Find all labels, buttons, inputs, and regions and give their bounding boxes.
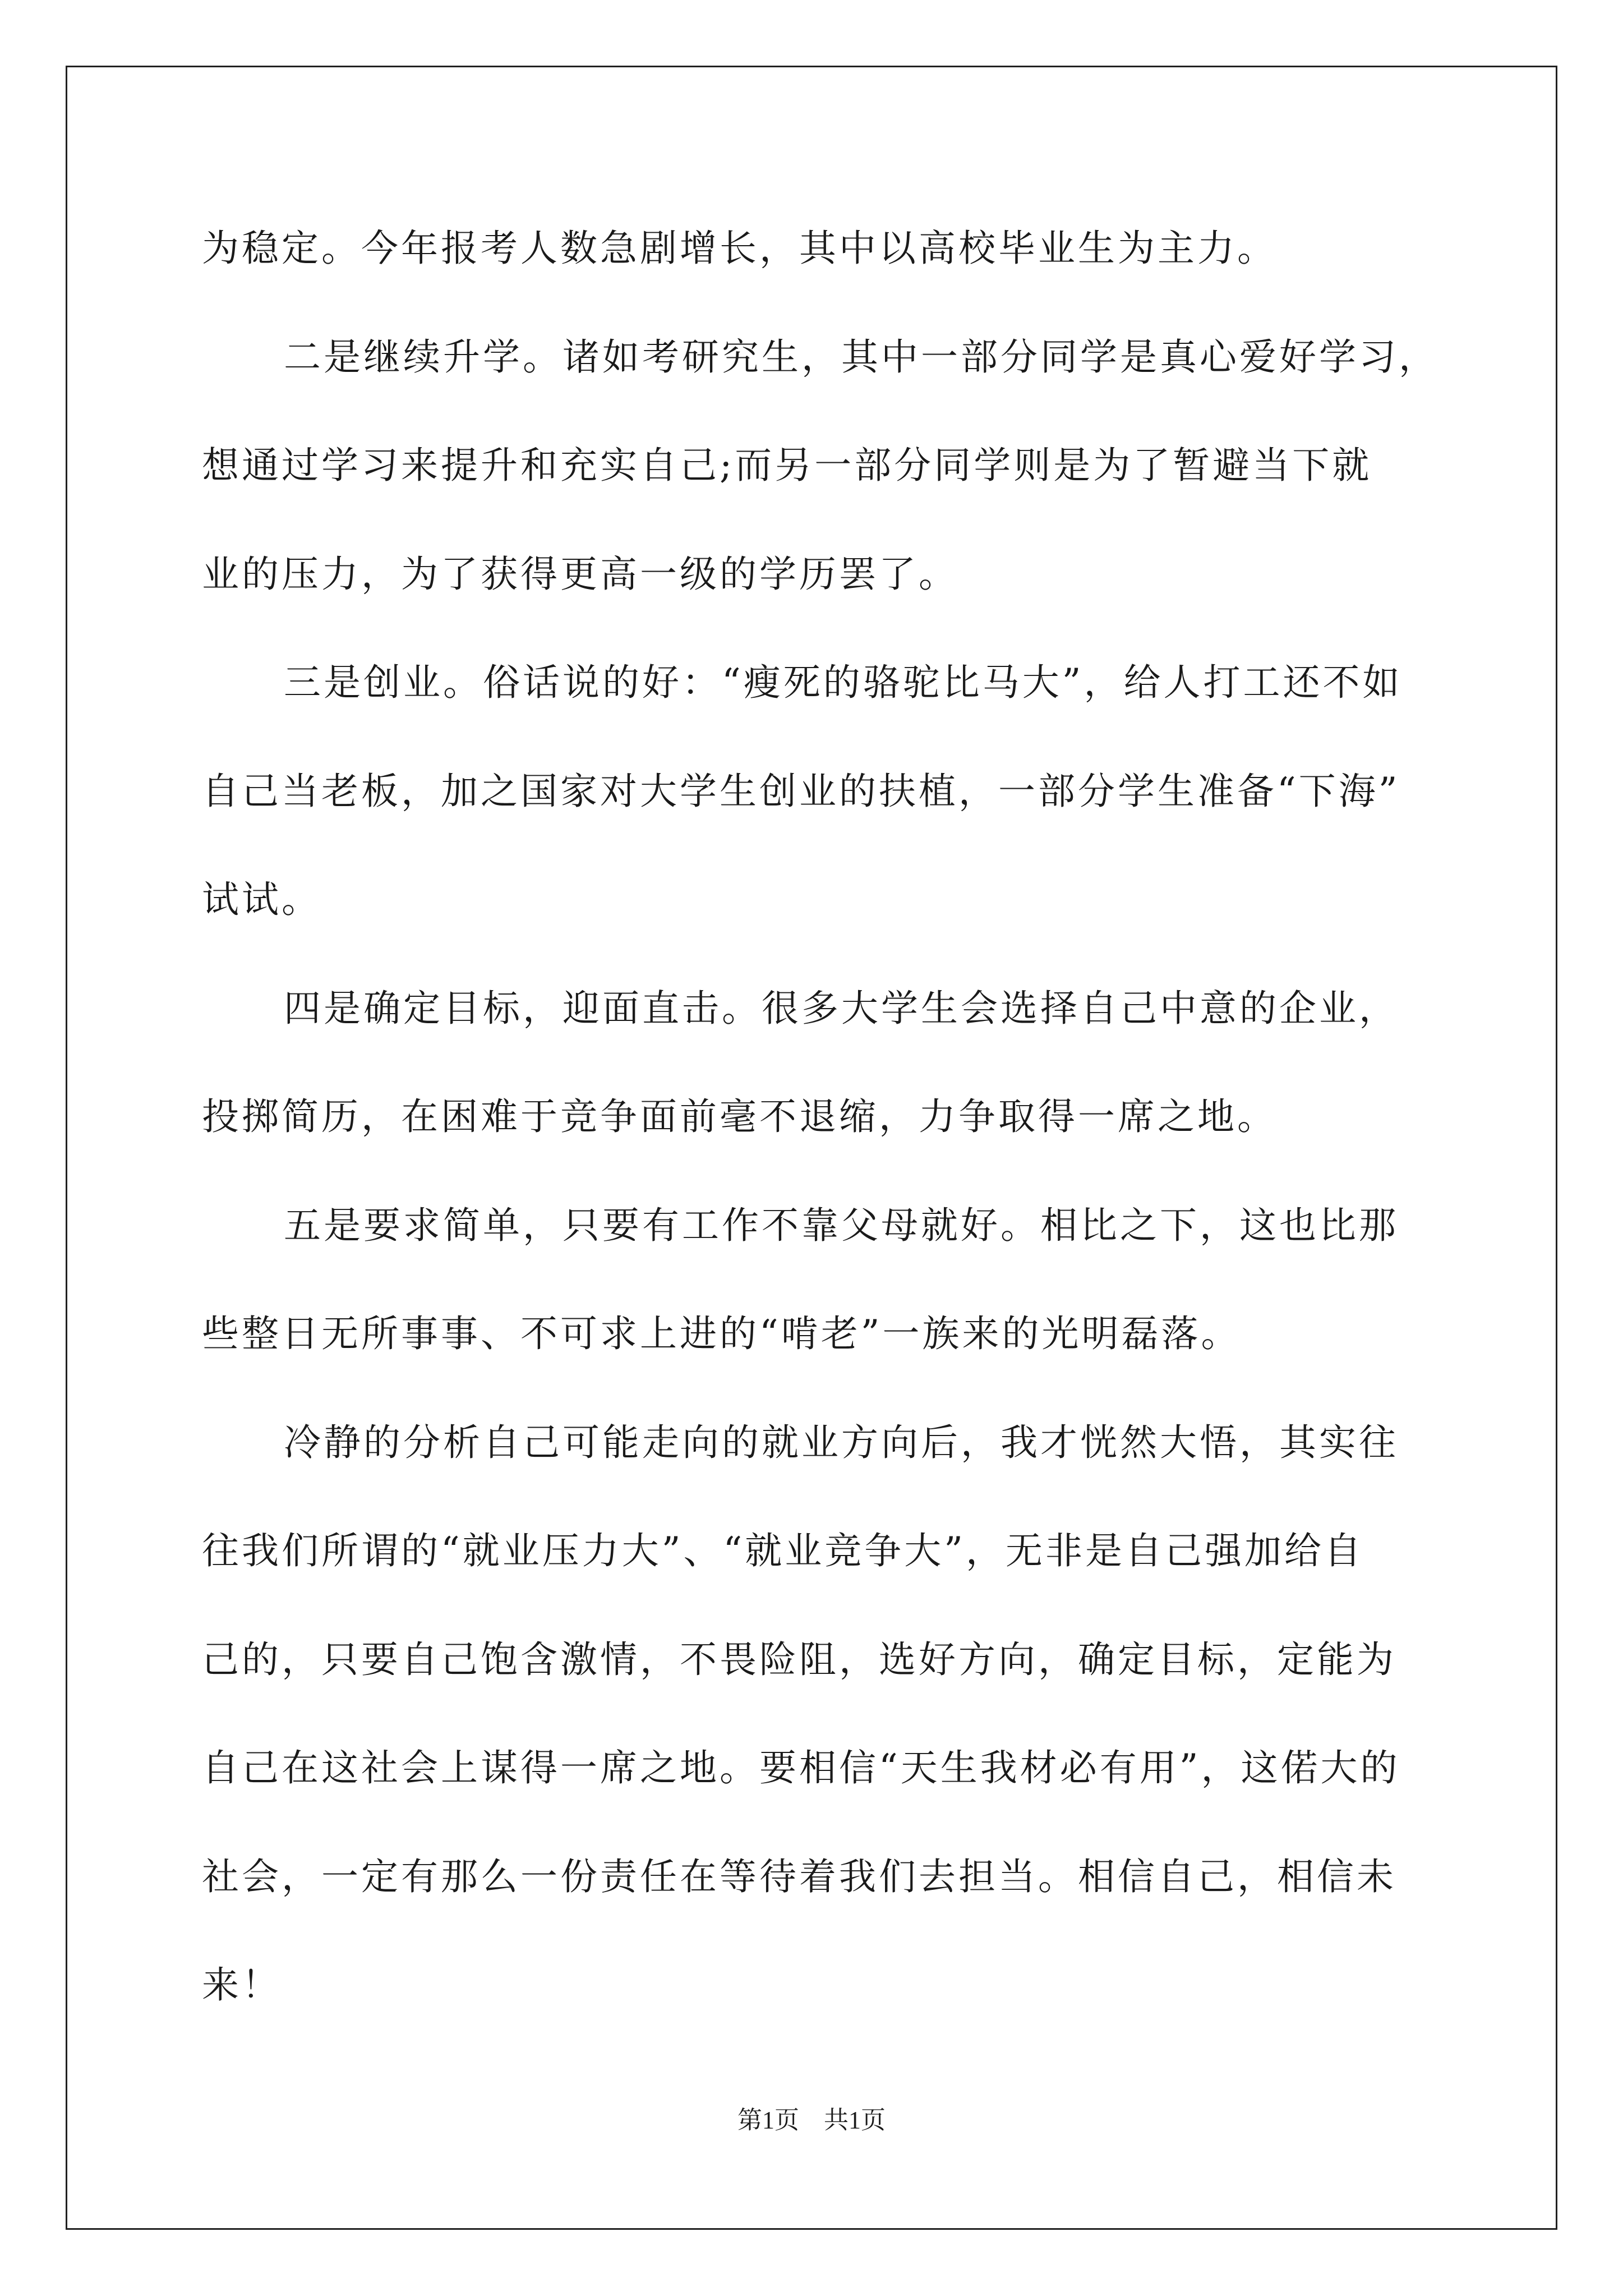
text-line: 想通过学习来提升和充实自己;而另一部分同学则是为了暂避当下就 bbox=[202, 444, 1372, 487]
paragraph-first-line: 二是继续升学。诸如考研究生，其中一部分同学是真心爱好学习， bbox=[284, 335, 1438, 379]
paragraph-first-line: 冷静的分析自己可能走向的就业方向后，我才恍然大悟，其实往 bbox=[284, 1421, 1399, 1464]
text-line: 来！ bbox=[202, 1963, 282, 2007]
page-border bbox=[66, 66, 1557, 2230]
text-line: 己的，只要自己饱含激情，不畏险阻，选好方向，确定目标，定能为 bbox=[202, 1638, 1396, 1681]
text-line: 试试。 bbox=[202, 878, 321, 921]
text-line: 自己当老板，加之国家对大学生创业的扶植，一部分学生准备“下海” bbox=[202, 770, 1400, 813]
page-footer: 第1页 共1页 bbox=[737, 2106, 886, 2134]
text-line: 为稳定。今年报考人数急剧增长，其中以高校毕业生为主力。 bbox=[202, 227, 1277, 270]
paragraph-first-line: 三是创业。俗话说的好：“瘦死的骆驼比马大”，给人打工还不如 bbox=[284, 661, 1403, 704]
text-line: 自己在这社会上谋得一席之地。要相信“天生我材必有用”，这偌大的 bbox=[202, 1746, 1400, 1789]
paragraph-first-line: 四是确定目标，迎面直击。很多大学生会选择自己中意的企业， bbox=[284, 987, 1399, 1030]
text-line: 往我们所谓的“就业压力大”、“就业竞争大”，无非是自己强加给自 bbox=[202, 1529, 1364, 1572]
text-line: 社会，一定有那么一份责任在等待着我们去担当。相信自己，相信未 bbox=[202, 1855, 1396, 1898]
text-line: 业的压力，为了获得更高一级的学历罢了。 bbox=[202, 553, 958, 596]
paragraph-first-line: 五是要求简单，只要有工作不靠父母就好。相比之下，这也比那 bbox=[284, 1204, 1399, 1247]
text-line: 些整日无所事事、不可求上进的“啃老”一族来的光明磊落。 bbox=[202, 1312, 1241, 1355]
text-line: 投掷简历，在困难于竞争面前毫不退缩，力争取得一席之地。 bbox=[202, 1095, 1277, 1138]
